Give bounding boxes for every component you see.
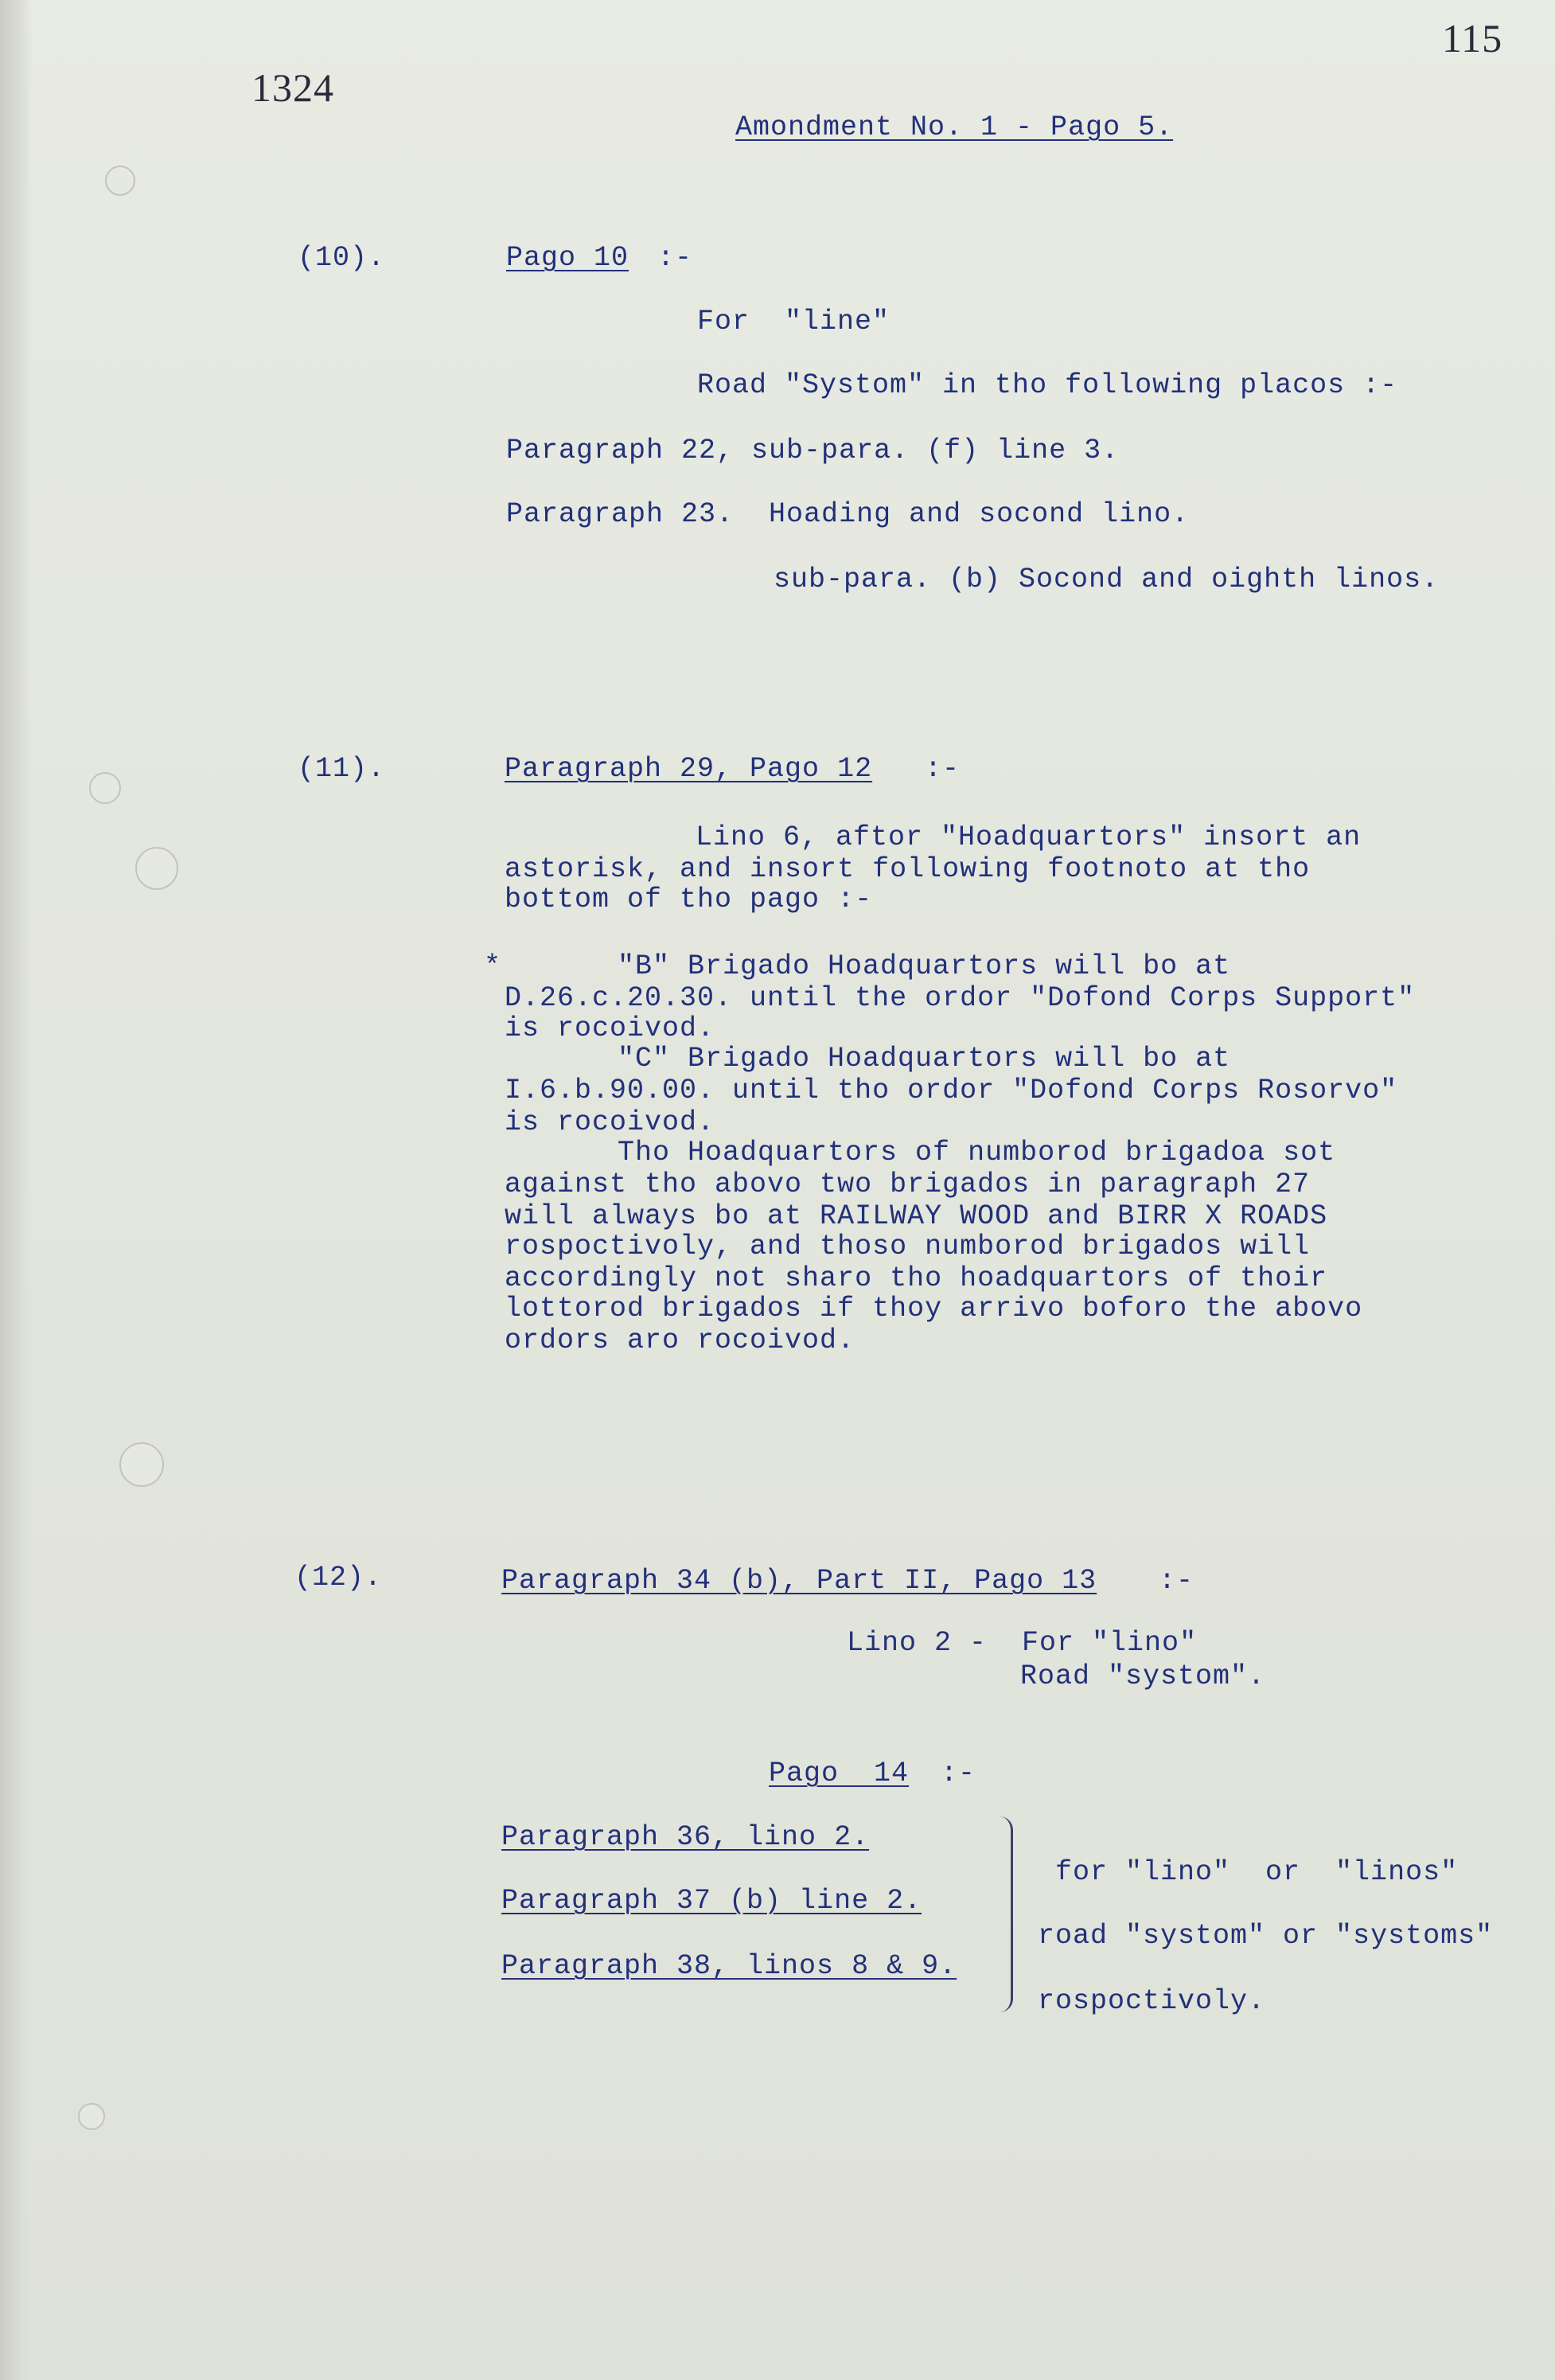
text-line: Road "systom".: [1020, 1660, 1266, 1692]
punch-hole: [78, 2103, 105, 2130]
folio-number: 115: [1442, 16, 1503, 60]
text-line: astorisk, and insort following footnoto at tho: [505, 853, 1311, 885]
heading-suffix: :-: [657, 242, 693, 274]
sub-heading: Pago 14: [769, 1758, 910, 1789]
reference-line: Paragraph 36, lino 2.: [501, 1821, 870, 1853]
footnote-line: "B" Brigado Hoadquartors will bo at: [618, 950, 1231, 982]
item-number: (12).: [294, 1562, 383, 1594]
asterisk: *: [484, 950, 502, 982]
footnote-line: is rocoivod.: [505, 1106, 715, 1138]
bracket: [1000, 1816, 1013, 2012]
text-line: Paragraph 22, sub-para. (f) line 3.: [506, 435, 1120, 466]
footnote-line: D.26.c.20.30. until the ordor "Dofond Corps Support": [505, 982, 1416, 1014]
punch-hole: [119, 1442, 164, 1487]
text-line: Paragraph 23. Hoading and socond lino.: [506, 498, 1190, 530]
text-line: For "line": [697, 306, 891, 337]
text-line: bottom of tho pago :-: [505, 884, 873, 915]
text-line: Lino 6, aftor "Hoadquartors" insort an: [696, 821, 1362, 853]
heading-suffix: :-: [1159, 1565, 1195, 1597]
text-line: rospoctivoly.: [1038, 1985, 1266, 2017]
item-heading: Paragraph 34 (b), Part II, Pago 13: [501, 1565, 1097, 1597]
footnote-line: Tho Hoadquartors of numborod brigadoa sot: [618, 1137, 1336, 1169]
footnote-line: accordingly not sharo tho hoadquartors of thoir: [505, 1262, 1328, 1294]
footnote-line: I.6.b.90.00. until tho ordor "Dofond Corps Rosorvo": [505, 1075, 1398, 1106]
punch-hole: [105, 166, 135, 196]
footnote-line: is rocoivod.: [505, 1012, 715, 1044]
item-heading: Pago 10: [506, 242, 629, 274]
text-line: Road "Systom" in tho following placos :-: [697, 369, 1398, 401]
punch-hole: [135, 847, 178, 890]
footnote-line: lottorod brigados if thoy arrivo boforo the abovo: [505, 1293, 1363, 1325]
reference-line: Paragraph 38, linos 8 & 9.: [501, 1950, 957, 1982]
footnote-line: ordors aro rocoivod.: [505, 1325, 855, 1356]
footnote-line: against tho abovo two brigados in paragraph 27: [505, 1169, 1311, 1200]
text-line: Lino 2 - For "lino": [847, 1627, 1198, 1659]
item-number: (10).: [298, 242, 386, 274]
item-heading: Paragraph 29, Pago 12: [505, 753, 873, 785]
reference-line: Paragraph 37 (b) line 2.: [501, 1885, 922, 1917]
text-line: sub-para. (b) Socond and oighth linos.: [774, 564, 1440, 595]
archive-number: 1324: [251, 65, 334, 110]
item-number: (11).: [298, 753, 386, 785]
document-title: Amondment No. 1 - Pago 5.: [735, 111, 1174, 143]
footnote-line: will always bo at RAILWAY WOOD and BIRR X ROADS: [505, 1200, 1328, 1232]
heading-suffix: :-: [925, 753, 961, 785]
text-line: road "systom" or "systoms": [1038, 1920, 1494, 1952]
heading-suffix: :-: [941, 1758, 976, 1789]
punch-hole: [89, 772, 121, 804]
footnote-line: "C" Brigado Hoadquartors will bo at: [618, 1043, 1231, 1075]
text-line: for "lino" or "linos": [1055, 1856, 1459, 1888]
footnote-line: rospoctivoly, and thoso numborod brigados will: [505, 1231, 1311, 1262]
